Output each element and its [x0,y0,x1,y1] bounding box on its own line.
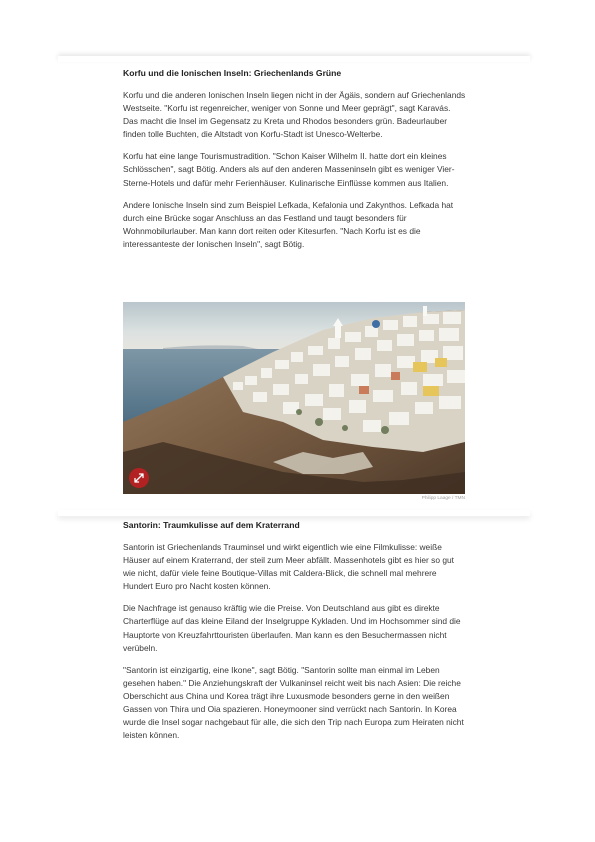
photo-credit: Philipp Laage / TMN [421,496,465,501]
paragraph: "Santorin ist einzigartig, eine Ikone", sagt Bötig. "Santorin sollte man einmal im Leben gesehen haben." Die Anziehungskraft der Vulkaninsel reicht weit bis nach Asien: Die reiche Oberschicht aus China und Korea trägt ihre Luxusmode besonders gerne in den weißen Gassen von Thira und Oia spazieren. Honeymooner sind verrückt nach Santorin. In Korea wurde die Insel sogar nachgebaut für alle, die sich den Trip nach Europa zum Heiraten nicht leisten können. [123,664,464,741]
paragraph: Die Nachfrage ist genauso kräftig wie die Preise. Von Deutschland aus gibt es direkte Charterflüge auf das kleine Eiland der Inselgruppe Kykladen. Und im Hochsommer sind die Hauptorte von Kreuzfahrttouristen überlaufen. Man kann es den Besuchermassen nicht verübeln. [123,603,461,653]
santorini-image [123,302,465,494]
paragraph: Andere Ionische Inseln sind zum Beispiel Lefkada, Kefalonia und Zakynthos. Lefkada hat durch eine Brücke sogar Anschluss an das Festland und taugt besonders für Wohnmobilurlauber. Man kann dort reiten oder Kitesurfen. "Nach Korfu ist es die interessanteste der Ionischen Inseln", sagt Bötig. [123,199,454,249]
section-heading-korfu: Korfu und die Ionischen Inseln: Griechenlands Grüne [123,68,342,78]
expand-image-button[interactable] [129,468,149,488]
santorini-photo[interactable] [123,302,465,494]
paragraph: Santorin ist Griechenlands Trauminsel und wirkt eigentlich wie eine Filmkulisse: weiße Häuser auf einem Kraterrand, der steil zum Meer abfällt. Massenhotels gibt es hier so gut wie nicht, dafür viele feine Boutique-Villas mit Caldera-Blick, die schnell mal mehrere Hundert Euro pro Nacht kosten können. [123,542,454,592]
paragraph: Korfu und die anderen Ionischen Inseln liegen nicht in der Ägäis, sondern auf Griechenlands Westseite. "Korfu ist regenreicher, weniger von Sonne und Meer geprägt", sagt Karavás. Das macht die Insel im Gegensatz zu Kreta und Rhodos besonders grün. Badeurlauber finden tolle Buchten, die Altstadt von Korfu-Stadt ist Unesco-Welterbe. [123,90,466,140]
page-break-shadow [58,510,530,516]
expand-icon [134,473,144,483]
paragraph: Korfu hat eine lange Tourismustradition. "Schon Kaiser Wilhelm II. hatte dort ein kleines Schlösschen", sagt Bötig. Anders als auf den anderen Masseninseln gibt es weniger Vier-Sterne-Hotels und dafür mehr Ferienhäuser. Kulinarische Einflüsse kommen aus Italien. [123,151,455,188]
section-heading-santorin: Santorin: Traumkulisse auf dem Kraterrand [123,520,300,530]
section-santorin [123,519,467,751]
section-korfu [123,67,467,260]
page-top-shadow [58,56,530,62]
